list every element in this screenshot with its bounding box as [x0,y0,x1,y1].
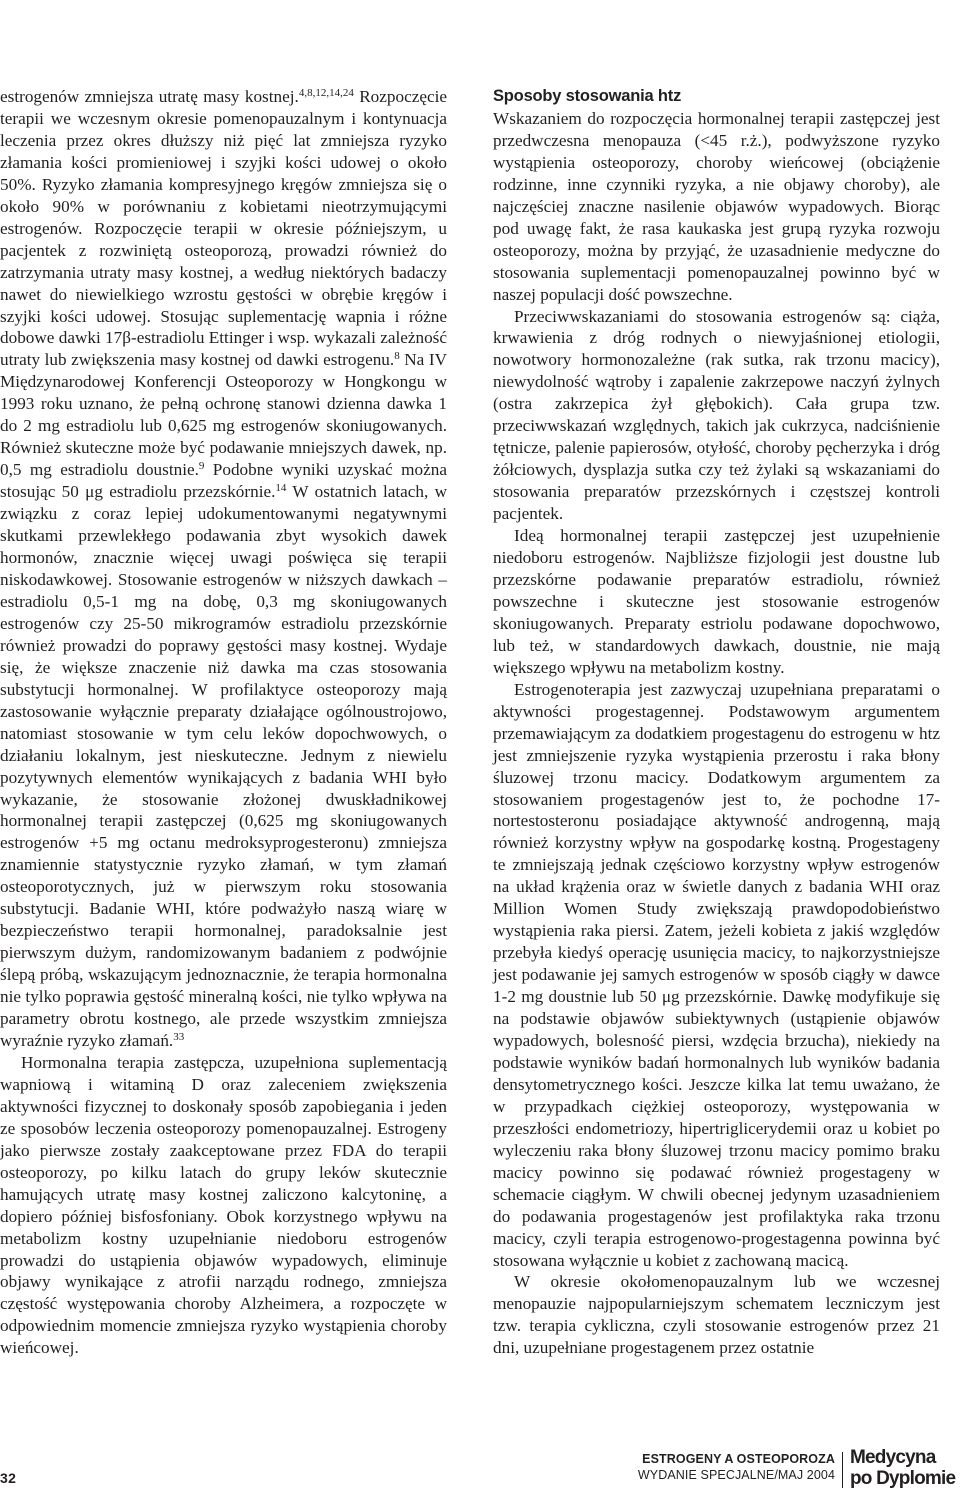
paragraph: Ideą hormonalnej terapii zastępczej jest uzupełnienie niedoboru estrogenów. Najbliższe fizjologii jest doustne lub przezskórne podawanie preparatów estradiolu, również powszechne i skuteczne jest stosowanie estrogenów skoniugowanych. Preparaty estriolu podawane dopochwowo, lub też, w standardowych dawkach, doustnie, nie mają większego wpływu na metabolizm kostny. [493,526,940,677]
text-span: Podobne wyniki uzyskać można stosując 50 μg estradiolu przezskórnie. [0,460,447,502]
citation-superscript: 8 [394,350,400,363]
page-number: 32 [0,1470,17,1486]
footer-divider [842,1452,843,1488]
paragraph: W okresie okołomenopauzalnym lub we wczesnej menopauzie najpopularniejszym schematem leczniczym jest tzw. terapia cykliczna, czyli stosowanie estrogenów przez 21 dni, uzupełniane progestagenem przez ostatnie [493,1272,940,1358]
edition-label: WYDANIE SPECJALNE/MAJ 2004 [637,1468,835,1482]
logo-line-1: Medycyna [850,1447,936,1468]
paragraph: Przeciwwskazaniami do stosowania estrogenów są: ciąża, krwawienia z dróg rodnych o niewyjaśnionej etiologii, nowotwory hormonozależne (rak sutka, rak trzonu macicy), niewydolność wątroby i zapalenie zakrzepowe naczyń żylnych (ostra zakrzepica żył głębokich). Cała grupa tzw. przeciwwskazań względnych, takich jak cukrzyca, nadciśnienie tętnicze, palenie papierosów, otyłość, choroby pęcherzyka i dróg żółciowych, dysplazja sutka czy też żylaki są wskazaniami do stosowania preparatów przezskórnych i częstszej kontroli pacjentek. [493,306,940,524]
text-span: Na IV Międzynarodowej Konferencji Osteoporozy w Hongkongu w 1993 roku uznano, że pełną ochronę stanowi dzienna dawka 1 do 2 mg estradiolu lub 0,625 mg estrogenów skoniugowanych. Również skuteczne może być podawanie mniejszych dawek, np. 0,5 mg estradiolu doustnie. [0,350,447,480]
text-span: Rozpoczęcie terapii we wczesnym okresie pomenopauzalnym i kontynuacja leczenia przez okres dłuższy niż pięć lat zmniejsza ryzyko złamania kości promieniowej i szyjki kości udowej o około 50%. Ryzyko złamania kompresyjnego kręgów zmniejsza się o około 90% w porównaniu z kobietami nieotrzymującymi estrogenów. Rozpoczęcie terapii w okresie późniejszym, u pacjentek z rozwiniętą osteoporozą, prowadzi również do zatrzymania utraty masy kostnej, a według niektórych badaczy nawet do niewielkiego wzrostu gęstości w obrębie kręgów i szyjki kości udowej. Stosując suplementację wapnia i różne dobowe dawki 17β-estradiolu Ettinger i wsp. wykazali zależność utraty lub zwiększenia masy kostnej od dawki estrogenu. [0,87,447,370]
paragraph [0,86,447,1052]
logo-line-2: po Dyplomie [850,1468,956,1489]
paragraph: Wskazaniem do rozpoczęcia hormonalnej terapii zastępczej jest przedwczesna menopauza (<45 r.ż.), podwyższone ryzyko wystąpienia osteoporozy, choroby wieńcowej (obciążenie rodzinne, inne czynniki ryzyka, a nie objawy choroby), ale najczęściej znaczne nasilenie objawów wypadowych. Biorąc pod uwagę fakt, że rasa kaukaska jest grupą ryzyka rozwoju osteoporozy, można by przyjąć, że uzasadnienie medyczne do stosowania suplementacji pomenopauzalnej powinno być w naszej populacji dość powszechne. [493,108,940,304]
paragraph: Hormonalna terapia zastępcza, uzupełniona suplementacją wapniową i witaminą D oraz zaleceniem zwiększenia aktywności fizycznej to doskonały sposób zapobiegania i jeden ze sposobów leczenia osteoporozy pomenopauzalnej. Estrogeny jako pierwsze zostały zaakceptowane przez FDA do terapii osteoporozy, po kilku latach do grupy leków skutecznie hamujących utratę masy kostnej zaliczono kalcytoninę, a dopiero później bisfosfoniany. Obok korzystnego wpływu na metabolizm kostny uzupełnianie niedoboru estrogenów prowadzi do ustąpienia objawów wypadowych, eliminuje objawy wynikające z atrofii narządu rodnego, zmniejsza częstość występowania choroby Alzheimera, a rozpoczęte w odpowiednim momencie zmniejsza ryzyko wystąpienia choroby wieńcowej. [0,1052,447,1358]
citation-superscript: 14 [275,482,287,495]
text-span: estrogenów zmniejsza utratę masy kostnej. [0,87,299,106]
article-column-right [493,86,940,1359]
citation-superscript: 4,8,12,14,24 [298,87,354,99]
running-title: ESTROGENY A OSTEOPOROZA [642,1452,835,1466]
article-column-left [0,86,447,1359]
journal-logo [850,1447,960,1489]
paragraph: Estrogenoterapia jest zazwyczaj uzupełniana preparatami o aktywności progestagennej. Podstawowym argumentem przemawiającym za dodatkiem progestagenu do estrogenu w htz jest zmniejszenie ryzyka wystąpienia przerostu i raka błony śluzowej trzonu macicy. Dodatkowym argumentem za stosowaniem progestagenów jest to, że pochodne 17-nortestosteronu posiadające aktywność androgenną, mają również korzystny wpływ na gospodarkę kostną. Progestageny te zmniejszają jednak częściowo korzystny wpływ estrogenów na układ krążenia oraz w świetle danych z badania WHI oraz Million Women Study zwiększają prawdopodobieństwo wystąpienia raka piersi. Zatem, jeżeli kobieta z jakiś względów przebyła kiedyś operację usunięcia macicy, to najkorzystniejsze jest podawanie jej samych estrogenów w sposób ciągły w dawce 1-2 mg doustnie lub 50 μg przezskórnie. Dawkę modyfikuje się na podstawie objawów subiektywnych (ustąpienie objawów wypadowych, bolesność piersi, wzdęcia brzucha), niekiedy na podstawie wyników badań hormonalnych lub wyników badania densytometrycznego kości. Jeszcze kilka lat temu uważano, że w przypadkach ciężkiej osteoporozy, występowania w przeszłości endometriozy, hipertriglicerydemii oraz u kobiet po wyleczeniu raka błony śluzowej trzonu macicy pomimo braku macicy powinno się podawać również progestageny w schemacie ciągłym. W chwili obecnej jedynym uzasadnieniem do podawania progestagenów jest profilaktyka raka trzonu macicy, czyli terapia estrogenowo-progestagenna powinna być stosowana wyłącznie u kobiet z zachowaną macicą. [493,679,940,1270]
text-span: W ostatnich latach, w związku z coraz lepiej udokumentowanymi negatywnymi skutkami przewlekłego podawania zbyt wysokich dawek hormonów, znacznie więcej uwagi poświęca się terapii niskodawkowej. Stosowanie estrogenów w niższych dawkach – estradiolu 0,5-1 mg na dobę, 0,3 mg skoniugowanych estrogenów czy 25-50 mikrogramów estradiolu przezskórnie również prowadzi do poprawy gęstości masy kostnej. Wydaje się, że większe znaczenie niż dawka ma czas stosowania substytucji hormonalnej. W profilaktyce osteoporozy mają zastosowanie wyłącznie preparaty działające ogólnoustrojowo, natomiast stosowanie w tym celu leków dopochwowych, o działaniu lokalnym, jest nieskuteczne. Jednym z niewielu pozytywnych elementów wynikających z badania WHI było wykazanie, że stosowanie złożonej dwuskładnikowej hormonalnej terapii zastępczej (0,625 mg skoniugowanych estrogenów +5 mg octanu medroksyprogesteronu) zmniejsza znamiennie statystycznie ryzyko złamań, w tym złamań osteoporotycznych, już w pierwszym roku stosowania substytucji. Badanie WHI, które podważyło naszą wiarę w bezpieczeństwo terapii hormonalnej, paradoksalnie jest pierwszym dużym, randomizowanym badaniem z podwójnie ślepą próbą, wskazującym jednoznacznie, że terapia hormonalna nie tylko poprawia gęstość mineralną kości, nie tylko wpływa na parametry obrotu kostnego, ale przede wszystkim zmniejsza wyraźnie ryzyko złamań. [0,482,447,1050]
citation-superscript: 33 [173,1030,185,1043]
running-footer [638,1451,835,1483]
section-heading: Sposoby stosowania htz [493,87,682,105]
citation-superscript: 9 [198,460,205,473]
